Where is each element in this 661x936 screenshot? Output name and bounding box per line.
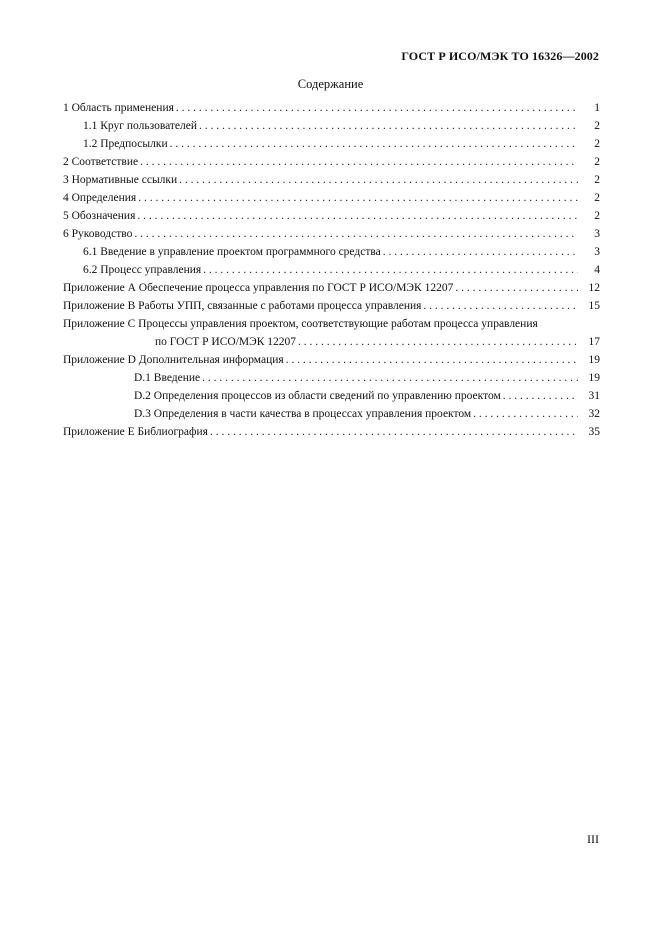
toc-leader-dots <box>140 154 578 170</box>
toc-leader-dots <box>137 208 578 224</box>
toc-leader-dots <box>383 244 578 260</box>
toc-entry-text: D.2 Определения процессов из области сведений по управлению проектом <box>134 390 501 402</box>
toc-entry-text: Приложение E Библиография <box>63 426 208 438</box>
toc-entry-page: 1 <box>594 102 600 114</box>
toc-entry-page: 4 <box>594 264 600 276</box>
toc-leader-dots <box>473 406 578 422</box>
toc-entry-6-2[interactable] <box>83 262 600 278</box>
toc-entry-appendix-b[interactable] <box>63 298 600 314</box>
toc-entry-page: 35 <box>588 426 600 438</box>
toc-entry-page: 2 <box>594 120 600 132</box>
toc-entry-page: 19 <box>588 372 600 384</box>
toc-entry-appendix-d[interactable] <box>63 352 600 368</box>
toc-leader-dots <box>170 136 578 152</box>
toc-leader-dots <box>423 298 578 314</box>
toc-leader-dots <box>298 334 578 350</box>
toc-leader-dots <box>199 118 578 134</box>
toc-entry-appendix-c[interactable] <box>63 316 600 332</box>
toc-entry-1[interactable] <box>63 100 600 116</box>
toc-entry-3[interactable] <box>63 172 600 188</box>
toc-entry-text: 5 Обозначения <box>63 210 136 222</box>
toc-entry-text: 1.2 Предпосылки <box>83 138 168 150</box>
toc-entry-page: 19 <box>588 354 600 366</box>
toc-leader-dots <box>202 370 578 386</box>
toc-entry-text: Приложение А Обеспечение процесса управления по ГОСТ Р ИСО/МЭК 12207 <box>63 282 454 294</box>
toc-entry-text: 2 Соответствие <box>63 156 139 168</box>
toc-entry-text: 3 Нормативные ссылки <box>63 174 178 186</box>
toc-leader-dots <box>138 190 578 206</box>
toc-entry-page: 12 <box>588 282 600 294</box>
toc-entry-appendix-c-continued[interactable] <box>155 334 600 350</box>
toc-entry-text: D.1 Введение <box>134 372 201 384</box>
toc-entry-text: 1 Область применения <box>63 102 174 114</box>
toc-leader-dots <box>134 226 578 242</box>
toc-entry-page: 3 <box>594 246 600 258</box>
toc-entry-text: Приложение В Работы УПП, связанные с работами процесса управления <box>63 300 422 312</box>
toc-leader-dots <box>210 424 578 440</box>
toc-entry-page: 3 <box>594 228 600 240</box>
toc-entry-appendix-a[interactable] <box>63 280 600 296</box>
toc-entry-page: 31 <box>588 390 600 402</box>
toc-leader-dots <box>203 262 578 278</box>
toc-entry-text: 4 Определения <box>63 192 137 204</box>
toc-entry-appendix-e[interactable] <box>63 424 600 440</box>
toc-entry-d-3[interactable] <box>134 406 600 422</box>
toc-entry-2[interactable] <box>63 154 600 170</box>
toc-entry-1-1[interactable] <box>83 118 600 134</box>
toc-entry-d-2[interactable] <box>134 388 600 404</box>
standard-header: ГОСТ Р ИСО/МЭК ТО 16326—2002 <box>401 49 599 63</box>
toc-entry-page: 2 <box>594 156 600 168</box>
toc-leader-dots <box>503 388 578 404</box>
toc-entry-page: 32 <box>588 408 600 420</box>
toc-entry-text: 6.1 Введение в управление проектом программного средства <box>83 246 381 258</box>
toc-entry-text: 1.1 Круг пользователей <box>83 120 198 132</box>
toc-entry-text: 6.2 Процесс управления <box>83 264 202 276</box>
toc-entry-page: 2 <box>594 192 600 204</box>
toc-entry-text: по ГОСТ Р ИСО/МЭК 12207 <box>155 336 297 348</box>
toc-leader-dots <box>286 352 578 368</box>
toc-entry-6-1[interactable] <box>83 244 600 260</box>
toc-entry-1-2[interactable] <box>83 136 600 152</box>
toc-entry-page: 17 <box>588 336 600 348</box>
toc-leader-dots <box>455 280 578 296</box>
toc-entry-text: Приложение D Дополнительная информация <box>63 354 284 366</box>
toc-entry-page: 2 <box>594 174 600 186</box>
toc-entry-text: Приложение С Процессы управления проектом, соответствующие работам процесса управления <box>63 318 538 330</box>
toc-entry-d-1[interactable] <box>134 370 600 386</box>
toc-leader-dots <box>179 172 578 188</box>
toc-entry-page: 2 <box>594 210 600 222</box>
toc-entry-4[interactable] <box>63 190 600 206</box>
toc-entry-text: 6 Руководство <box>63 228 133 240</box>
toc-entry-text: D.3 Определения в части качества в процессах управления проектом <box>134 408 472 420</box>
toc-leader-dots <box>176 100 578 116</box>
toc-title: Содержание <box>297 77 364 91</box>
page-number: III <box>587 832 599 846</box>
toc-entry-page: 15 <box>588 300 600 312</box>
toc-entry-6[interactable] <box>63 226 600 242</box>
toc-entry-5[interactable] <box>63 208 600 224</box>
toc-entry-page: 2 <box>594 138 600 150</box>
